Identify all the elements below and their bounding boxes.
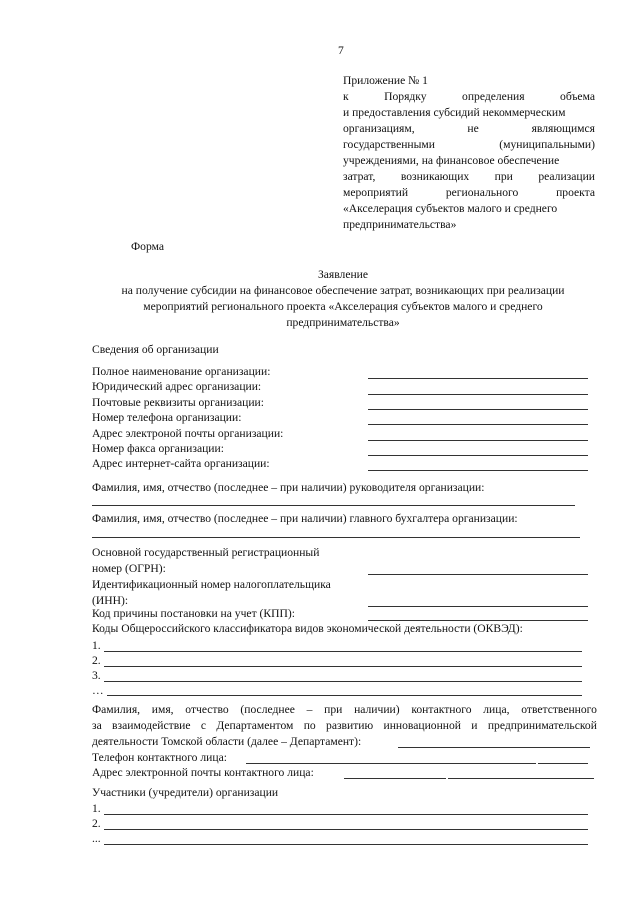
contact-email-input-extra[interactable] (448, 778, 594, 779)
contact-label-line-3: деятельности Томской области (далее – Департамент): (92, 735, 362, 748)
statement-title: Заявление (317, 268, 369, 281)
ogrn-label-line-1: Основной государственный регистрационный (92, 546, 320, 559)
okved-input-1[interactable] (104, 651, 582, 652)
kpp-label: Код причины постановки на учет (КПП): (92, 607, 295, 620)
appendix-line-8: «Акселерация субъектов малого и среднего (343, 202, 558, 215)
head-name-label: Фамилия, имя, отчество (последнее – при наличии) руководителя организации: (92, 481, 485, 494)
accountant-name-label: Фамилия, имя, отчество (последнее – при наличии) главного бухгалтера организации: (92, 512, 518, 525)
contact-name-input[interactable] (398, 747, 590, 748)
contact-email-input[interactable] (344, 778, 446, 779)
appendix-line-1: к Порядку определения объема (343, 90, 595, 103)
list-item-number: … (92, 684, 104, 697)
appendix-line-3: организациям, не являющимся (343, 122, 595, 135)
appendix-line-7: мероприятий регионального проекта (343, 186, 595, 199)
org-website-input[interactable] (368, 470, 588, 471)
org-field-label: Адрес интернет-сайта организации: (92, 457, 270, 470)
contact-label-line-1: Фамилия, имя, отчество (последнее – при наличии) контактного лица, ответственного (92, 703, 597, 716)
org-email-input[interactable] (368, 440, 588, 441)
org-postal-input[interactable] (368, 409, 588, 410)
org-field-label: Почтовые реквизиты организации: (92, 396, 264, 409)
list-item-number: 3. (92, 669, 101, 682)
contact-label-line-2: за взаимодействие с Департаментом по развитию инновационной и предпринимательской (92, 719, 597, 732)
contact-phone-input[interactable] (246, 763, 536, 764)
appendix-line-6: затрат, возникающих при реализации (343, 170, 595, 183)
accountant-name-input[interactable] (92, 537, 580, 538)
org-field-label: Полное наименование организации: (92, 365, 271, 378)
list-item-number: ... (92, 832, 101, 845)
okved-heading: Коды Общероссийского классификатора видов экономической деятельности (ОКВЭД): (92, 622, 523, 635)
statement-line-1: на получение субсидии на финансовое обеспечение затрат, возникающих при реализации (121, 284, 565, 297)
org-field-label: Номер телефона организации: (92, 411, 242, 424)
list-item-number: 2. (92, 817, 101, 830)
statement-line-3: предпринимательства» (286, 316, 400, 329)
org-field-label: Юридический адрес организации: (92, 380, 262, 393)
org-full-name-input[interactable] (368, 378, 588, 379)
inn-label-line-2: (ИНН): (92, 594, 129, 607)
page-number: 7 (338, 44, 344, 57)
okved-input-2[interactable] (104, 666, 582, 667)
appendix-line-5: учреждениями, на финансовое обеспечение (343, 154, 560, 167)
inn-input[interactable] (368, 606, 588, 607)
org-phone-input[interactable] (368, 424, 588, 425)
contact-email-label: Адрес электронной почты контактного лица: (92, 766, 314, 779)
appendix-title: Приложение № 1 (343, 74, 428, 87)
list-item-number: 2. (92, 654, 101, 667)
statement-line-2: мероприятий регионального проекта «Акселерация субъектов малого и среднего (143, 300, 543, 313)
kpp-input[interactable] (368, 620, 588, 621)
okved-input-3[interactable] (104, 681, 582, 682)
org-field-label: Номер факса организации: (92, 442, 224, 455)
ogrn-label-line-2: номер (ОГРН): (92, 562, 166, 575)
appendix-line-2: и предоставления субсидий некоммерческим (343, 106, 566, 119)
org-section-heading: Сведения об организации (92, 343, 219, 356)
founders-heading: Участники (учредители) организации (92, 786, 279, 799)
org-fax-input[interactable] (368, 455, 588, 456)
contact-phone-input-extra[interactable] (538, 763, 588, 764)
founder-input-1[interactable] (104, 814, 588, 815)
org-legal-address-input[interactable] (368, 394, 588, 395)
appendix-line-9: предпринимательства» (343, 218, 457, 231)
founder-input-2[interactable] (104, 829, 588, 830)
form-label: Форма (131, 240, 164, 253)
list-item-number: 1. (92, 639, 101, 652)
ogrn-input[interactable] (368, 574, 588, 575)
appendix-line-4: государственными (муниципальными) (343, 138, 595, 151)
org-field-label: Адрес электроной почты организации: (92, 427, 284, 440)
inn-label-line-1: Идентификационный номер налогоплательщика (92, 578, 331, 591)
head-name-input[interactable] (92, 505, 575, 506)
founder-input-more[interactable] (104, 844, 588, 845)
okved-input-more[interactable] (107, 695, 582, 696)
list-item-number: 1. (92, 802, 101, 815)
contact-phone-label: Телефон контактного лица: (92, 751, 227, 764)
